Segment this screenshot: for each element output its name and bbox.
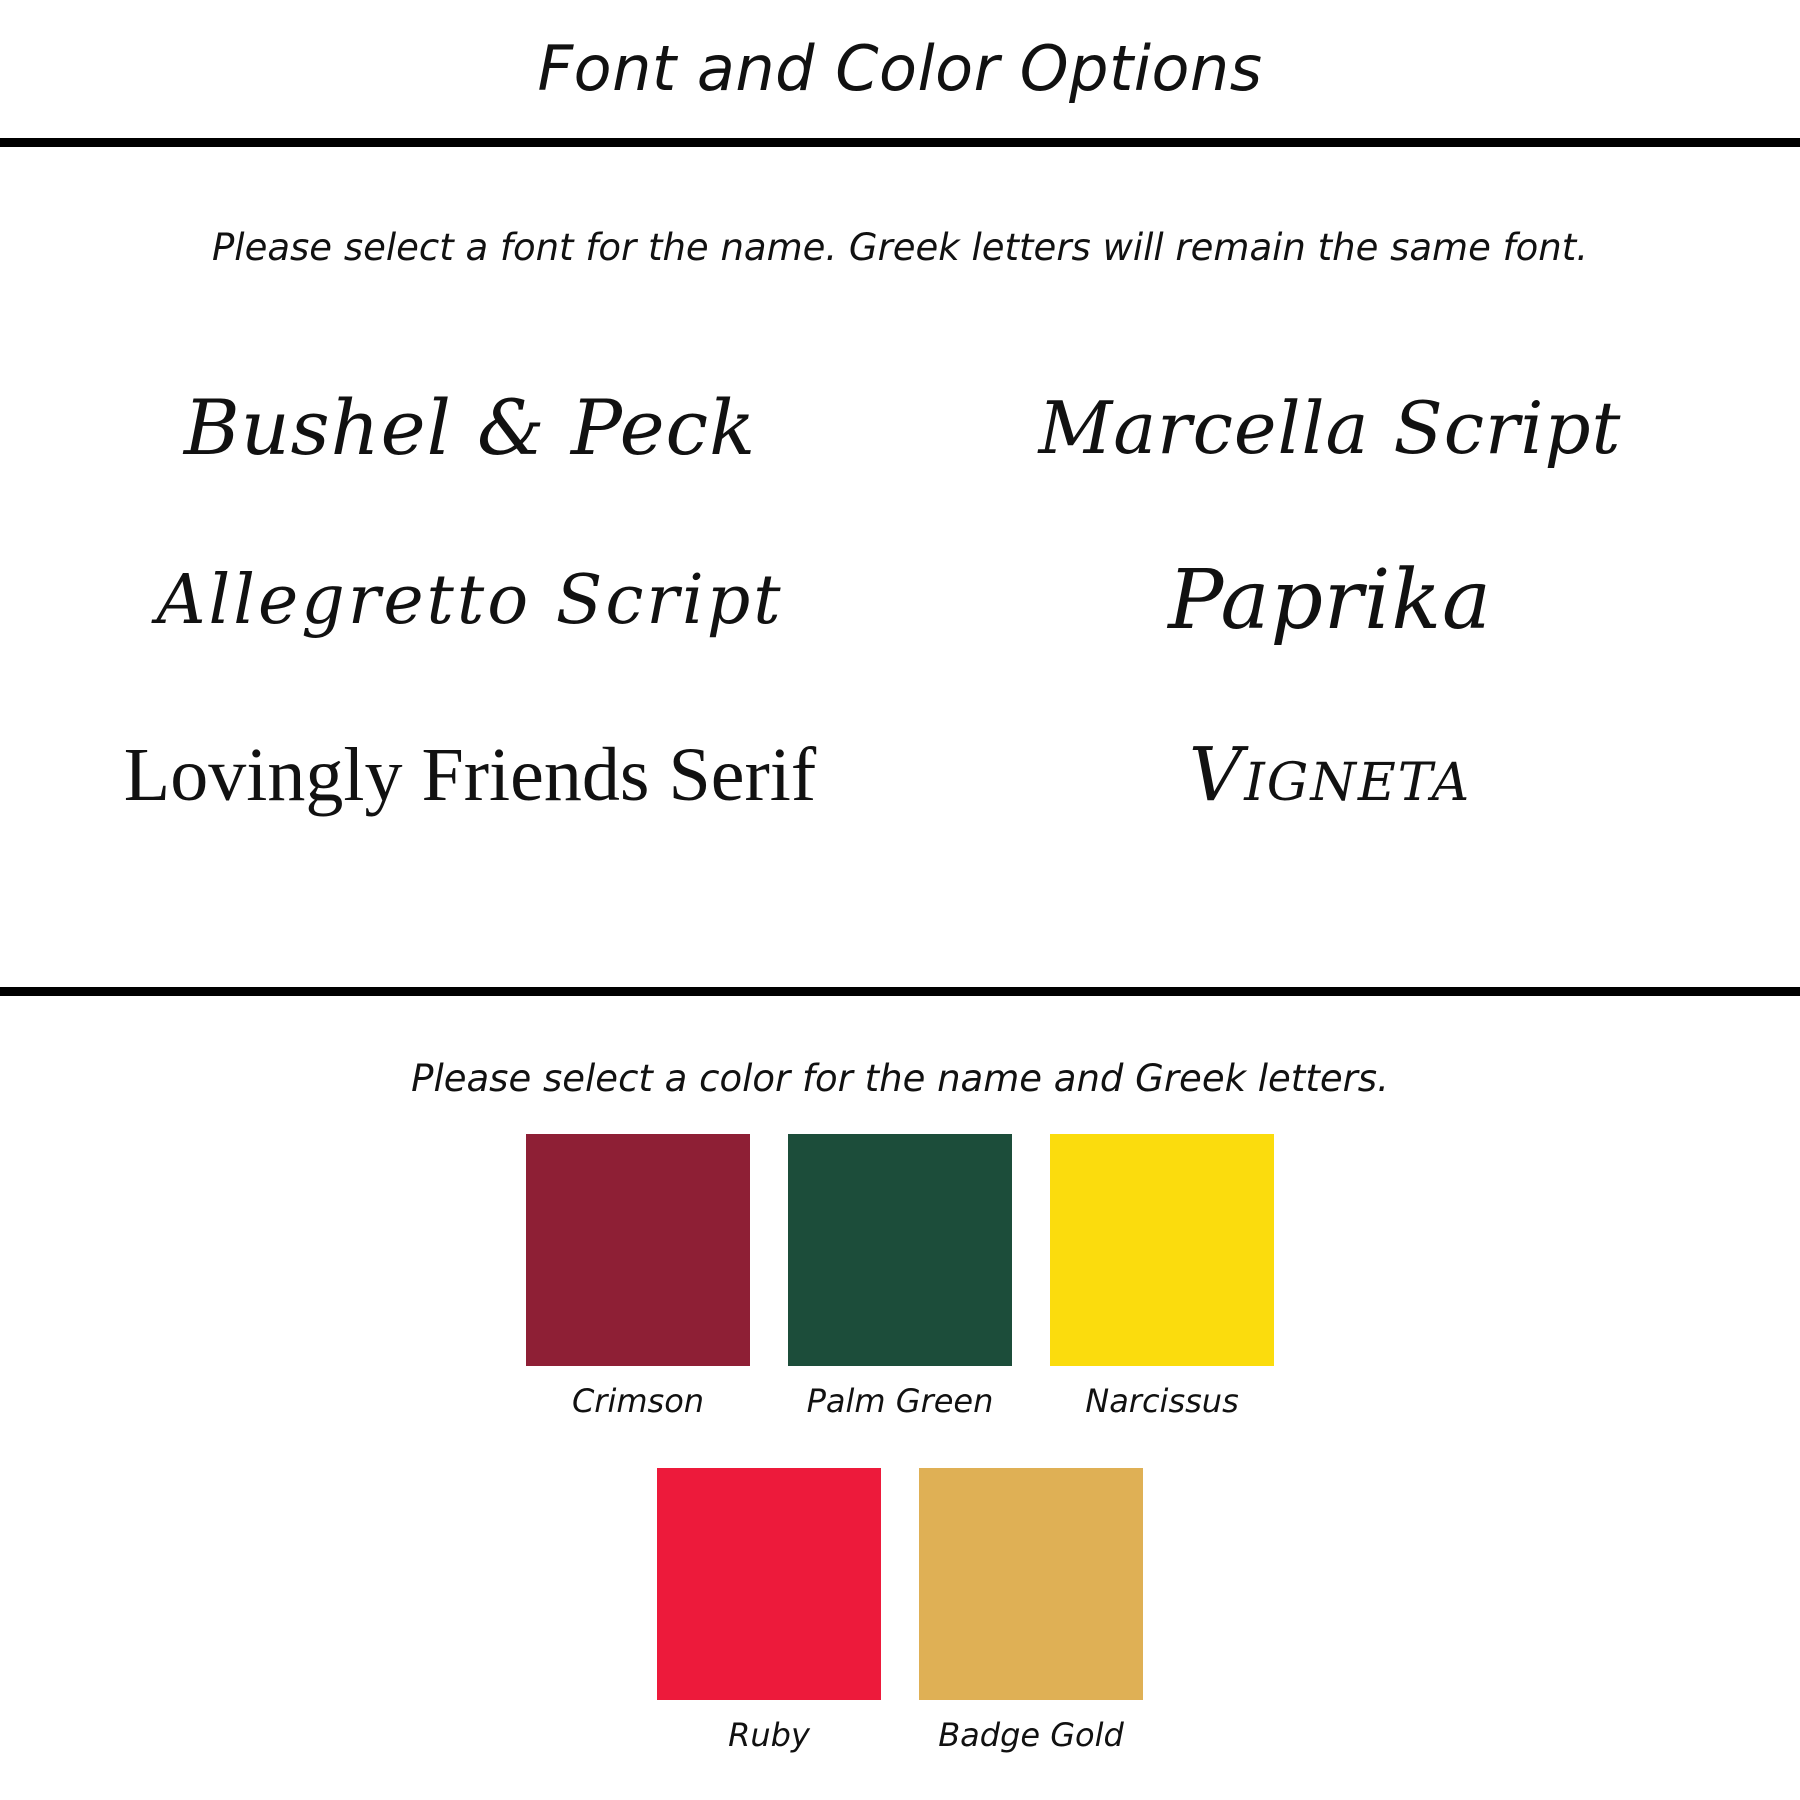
color-chip-crimson[interactable]	[526, 1134, 750, 1366]
color-chip-ruby[interactable]	[657, 1468, 881, 1700]
font-option-bushel-and-peck[interactable]: Bushel & Peck	[183, 382, 757, 472]
color-label-narcissus: Narcissus	[1085, 1382, 1239, 1421]
font-option-paprika[interactable]: Paprika	[1168, 553, 1492, 649]
color-chip-narcissus[interactable]	[1050, 1134, 1274, 1366]
font-option-vigneta[interactable]: Vigneta	[1188, 731, 1472, 818]
color-option-badge-gold[interactable]	[919, 1468, 1143, 1754]
color-label-ruby: Ruby	[728, 1716, 810, 1755]
color-label-palm-green: Palm Green	[806, 1382, 994, 1421]
color-option-crimson[interactable]	[526, 1134, 750, 1420]
divider-top	[0, 138, 1800, 147]
color-swatch-row-2	[0, 1468, 1800, 1754]
font-option-allegretto-script[interactable]: Allegretto Script	[156, 561, 784, 641]
color-swatch-row-1	[0, 1134, 1800, 1420]
color-option-ruby[interactable]	[657, 1468, 881, 1754]
font-selection-section	[0, 147, 1800, 987]
page-header	[0, 0, 1800, 138]
divider-bottom	[0, 987, 1800, 996]
font-option-lovingly-friends-serif[interactable]: Lovingly Friends Serif	[123, 732, 817, 817]
color-label-crimson: Crimson	[571, 1382, 705, 1421]
color-option-palm-green[interactable]	[788, 1134, 1012, 1420]
color-chip-badge-gold[interactable]	[919, 1468, 1143, 1700]
font-instruction-text: Please select a font for the name. Greek letters will remain the same font.	[211, 226, 1588, 269]
color-chip-palm-green[interactable]	[788, 1134, 1012, 1366]
color-instruction-text: Please select a color for the name and Greek letters.	[411, 1057, 1389, 1100]
font-option-marcella-script[interactable]: Marcella Script	[1038, 385, 1622, 470]
color-option-narcissus[interactable]	[1050, 1134, 1274, 1420]
color-label-badge-gold: Badge Gold	[938, 1716, 1124, 1755]
page-title: Font and Color Options	[537, 32, 1263, 105]
color-selection-section	[0, 996, 1800, 1754]
font-sample-grid	[0, 341, 1800, 861]
